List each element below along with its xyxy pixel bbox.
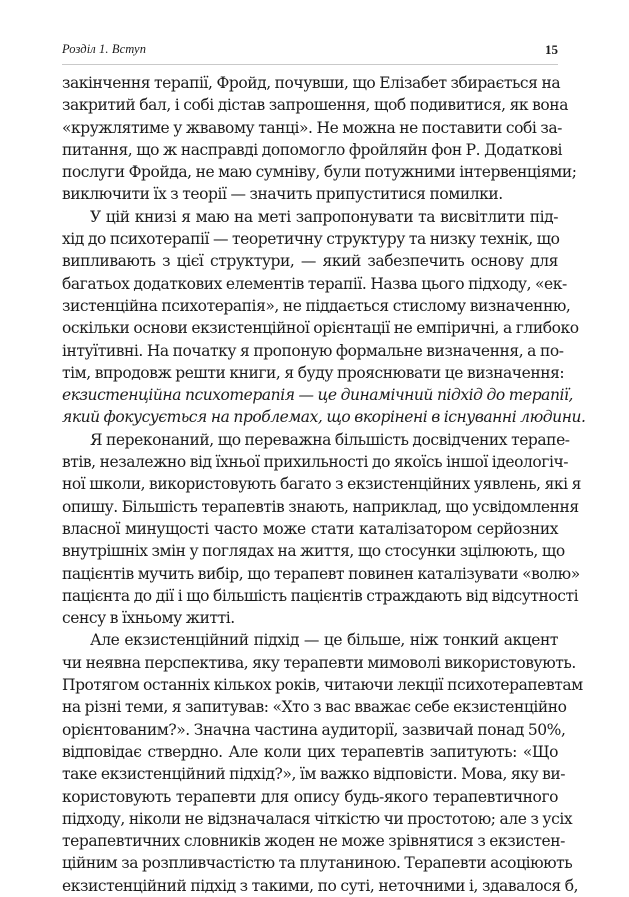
text-line: ційним за розпливчастістю та плутаниною. Терапевти асоціюють (62, 854, 573, 873)
paragraph (62, 206, 586, 429)
text-line: чи неявна перспектива, яку терапевти мимоволі використовують. (62, 653, 576, 672)
text-line: багатьох додаткових елементів терапії. Назва цього підходу, «ек- (62, 274, 567, 293)
text-line: хід до психотерапії — теоретичну структуру та низку технік, що (62, 230, 560, 249)
text-line: У цій книзі я маю на меті запропонувати та висвітлити під- (90, 207, 558, 226)
page-number: 15 (545, 42, 558, 57)
text-line: закритий бал, і собі дістав запрошення, щоб подивитися, як вона (62, 96, 568, 115)
text-line: Але екзистенційний підхід — це більше, ніж тонкий акцент (90, 631, 558, 650)
text-line: втів, незалежно від їхньої прихильності до якоїсь іншої ідеологіч- (62, 453, 569, 472)
chapter-running-title: Розділ 1. Вступ (62, 42, 147, 56)
paragraph (62, 429, 581, 630)
text-line: послуги Фройда, не маю сумніву, були потужними інтервенціями; (62, 163, 577, 182)
text-line: виключити їх з теорії — значить припуститися помилки. (62, 185, 503, 204)
text-line: на різні теми, я запитував: «Хто з вас вважає себе екзистенційно (62, 698, 567, 717)
text-line: інтуїтивні. На початку я пропоную формальне визначення, а по- (62, 341, 564, 360)
body-text (62, 72, 586, 897)
text-line: сенсу в їхньому житті. (62, 609, 235, 628)
text-line: Протягом останніх кількох років, читаючи лекції психотерапевтам (62, 676, 583, 695)
text-line: питання, що ж насправді допомогло фройляйн фон Р. Додаткові (62, 140, 563, 159)
definition-italic-line: екзистенційна психотерапія — це динамічний підхід до терапії, (62, 386, 573, 405)
text-line: власної минущості часто може стати каталізатором серйозних (62, 519, 558, 538)
text-line: пацієнтів мучить вибір, що терапевт повинен каталізувати «волю» (62, 564, 580, 583)
text-line: терапевтичних словників жоден не може зрівнятися з екзистен- (62, 832, 565, 851)
text-line: підходу, ніколи не відзначалася чіткістю чи простотою; але з усіх (62, 809, 573, 828)
text-line: опишу. Більшість терапевтів знають, наприклад, що усвідомлення (62, 497, 579, 516)
text-line: Я переконаний, що переважна більшість досвідчених терапе- (90, 430, 570, 449)
text-line: оскільки основи екзистенційної орієнтації не емпіричні, а глибоко (62, 319, 579, 338)
paragraph (62, 72, 577, 206)
text-line: закінчення терапії, Фройд, почувши, що Елізабет збирається на (62, 74, 561, 92)
text-line: внутрішніх змін у поглядах на життя, що стосунки зцілюють, що (62, 542, 565, 561)
text-line: пацієнта до дії і що більшість пацієнтів страждають від відсутності (62, 586, 579, 605)
text-line: відповідає ствердно. Але коли цих терапевтів запитують: «Що (62, 742, 558, 761)
running-header (62, 42, 558, 65)
text-line: таке екзистенційний підхід?», їм важко відповісти. Мова, яку ви- (62, 765, 566, 784)
text-line: користовують терапевти для опису будь-якого терапевтичного (62, 787, 558, 806)
text-line: «кружлятиме у жвавому танці». Не можна не поставити собі за- (62, 118, 562, 137)
definition-italic-line: який фокусується на проблемах, що вкорінені в існуванні людини. (62, 408, 586, 427)
text-line: зистенційна психотерапія», не піддається стислому визначенню, (62, 296, 571, 315)
text-line: орієнтованим?». Значна частина аудиторії, зазвичай понад 50%, (62, 720, 566, 739)
paragraph (62, 629, 583, 897)
text-line: тім, впродовж решти книги, я буду прояснювати це визначення: (62, 363, 565, 382)
text-line: екзистенційний підхід з такими, по суті, неточними і, здавалося б, (62, 876, 579, 895)
text-line: випливають з цієї структури, — який забезпечить основу для (62, 252, 558, 271)
text-line: ної школи, використовують багато з екзистенційних уявлень, які я (62, 475, 581, 494)
